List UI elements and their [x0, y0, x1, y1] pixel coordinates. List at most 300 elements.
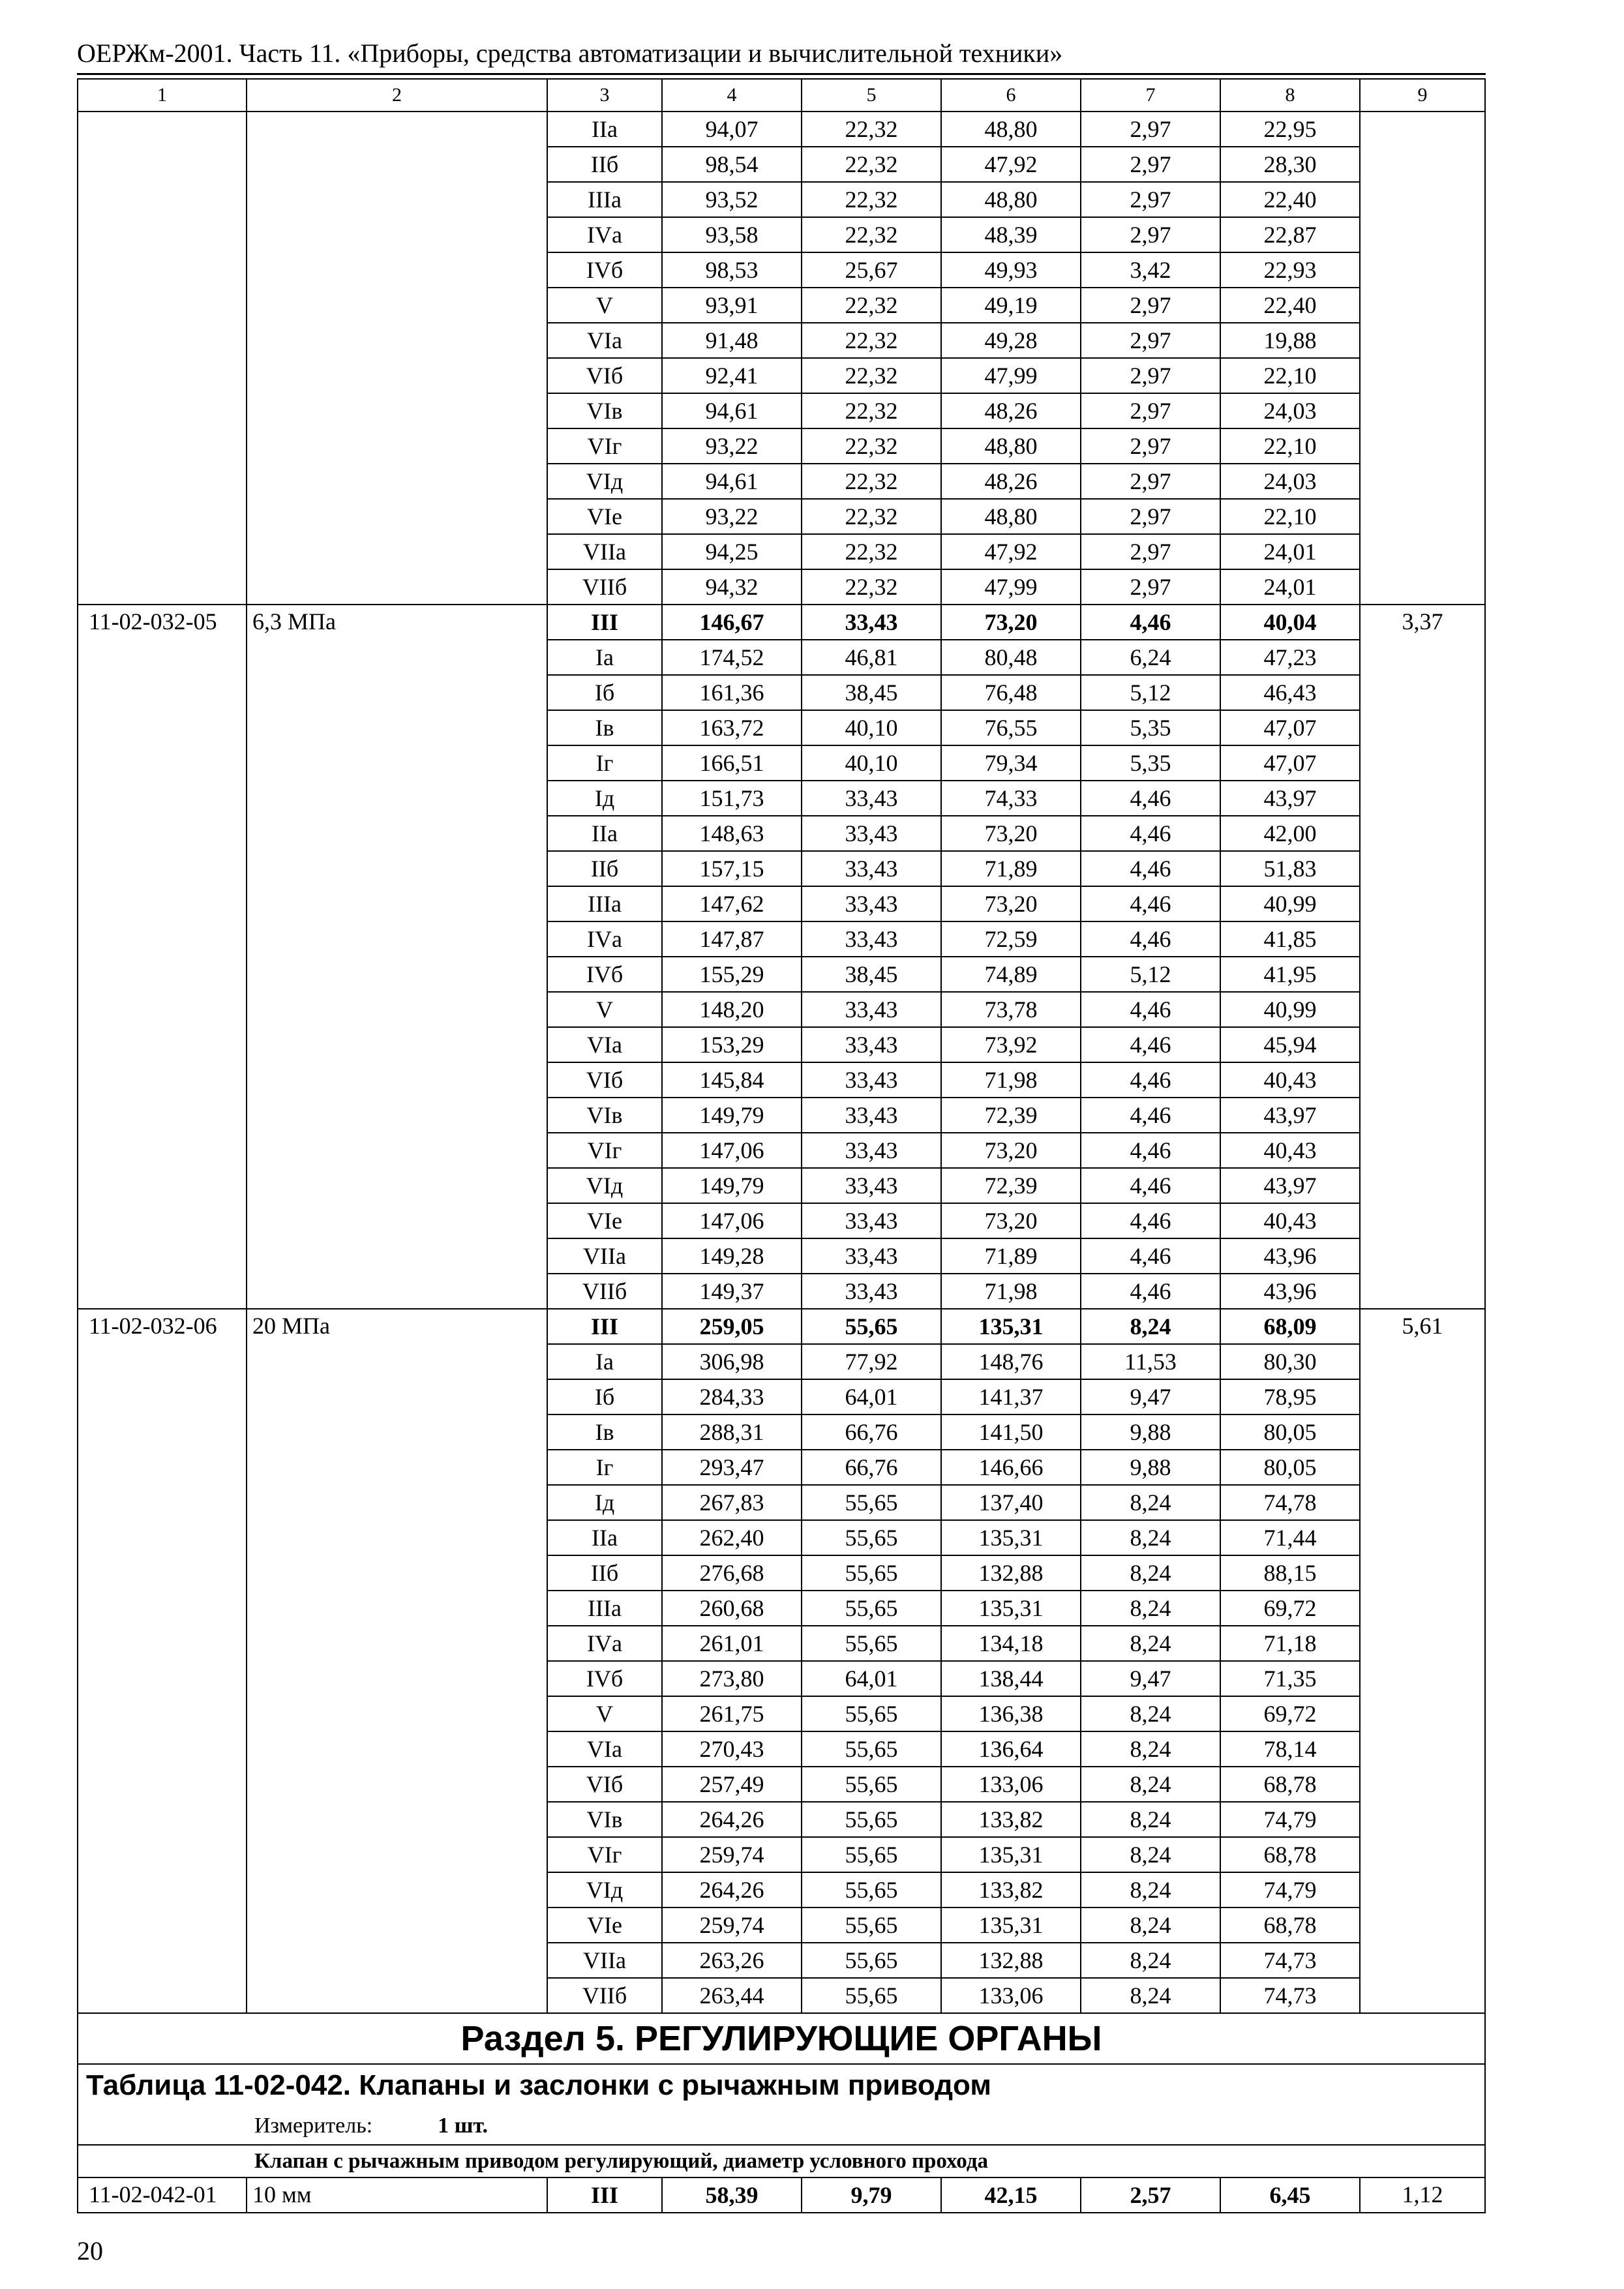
value-cell: 22,32	[802, 112, 941, 147]
column-number: 8	[1220, 79, 1360, 112]
value-cell: 22,40	[1220, 182, 1360, 217]
zone-cell: VIе	[547, 499, 662, 534]
value-cell: 148,63	[662, 816, 802, 851]
value-cell: 76,55	[941, 710, 1081, 745]
value-cell: 5,12	[1081, 957, 1220, 992]
value-cell: 33,43	[802, 605, 941, 640]
column-number: 3	[547, 79, 662, 112]
value-cell: 40,43	[1220, 1133, 1360, 1168]
value-cell: 80,05	[1220, 1450, 1360, 1485]
value-cell: 55,65	[802, 1731, 941, 1767]
value-cell: 98,54	[662, 147, 802, 182]
value-cell: 41,95	[1220, 957, 1360, 992]
value-cell: 22,10	[1220, 358, 1360, 393]
value-cell: 4,46	[1081, 1133, 1220, 1168]
value-cell: 74,78	[1220, 1485, 1360, 1520]
zone-cell: V	[547, 1696, 662, 1731]
value-cell: 22,32	[802, 569, 941, 605]
value-cell: 8,24	[1081, 1309, 1220, 1344]
value-cell: 43,97	[1220, 1168, 1360, 1203]
value-cell: 141,37	[941, 1379, 1081, 1414]
zone-cell: Iа	[547, 1344, 662, 1379]
zone-cell: VIIб	[547, 1274, 662, 1309]
value-cell: 93,22	[662, 499, 802, 534]
zone-cell: Iд	[547, 1485, 662, 1520]
value-cell: 49,28	[941, 323, 1081, 358]
value-cell: 33,43	[802, 851, 941, 886]
value-cell: 33,43	[802, 886, 941, 921]
subheading-row	[78, 2145, 1485, 2177]
value-cell: 55,65	[802, 1802, 941, 1837]
value-cell: 5,12	[1081, 675, 1220, 710]
value-cell: 270,43	[662, 1731, 802, 1767]
value-cell: 80,30	[1220, 1344, 1360, 1379]
value-cell: 68,78	[1220, 1908, 1360, 1943]
value-cell: 69,72	[1220, 1591, 1360, 1626]
zone-cell: IIIа	[547, 886, 662, 921]
value-cell: 4,46	[1081, 1062, 1220, 1098]
code-cell: 11-02-032-06	[78, 1309, 247, 2013]
column-number: 9	[1360, 79, 1485, 112]
zone-cell: VIа	[547, 323, 662, 358]
value-cell: 135,31	[941, 1591, 1081, 1626]
value-cell: 73,20	[941, 816, 1081, 851]
zone-cell: III	[547, 605, 662, 640]
zone-cell: VIб	[547, 1062, 662, 1098]
value-cell: 22,32	[802, 147, 941, 182]
value-cell: 284,33	[662, 1379, 802, 1414]
value-cell: 94,32	[662, 569, 802, 605]
column-number-row	[78, 79, 1485, 112]
column-number: 5	[802, 79, 941, 112]
value-cell: 5,35	[1081, 745, 1220, 781]
value-cell: 33,43	[802, 1168, 941, 1203]
value-cell: 133,06	[941, 1767, 1081, 1802]
value-cell: 47,92	[941, 147, 1081, 182]
value-cell: 69,72	[1220, 1696, 1360, 1731]
value-cell: 261,75	[662, 1696, 802, 1731]
value-cell: 47,07	[1220, 745, 1360, 781]
value-cell: 68,09	[1220, 1309, 1360, 1344]
value-cell: 146,67	[662, 605, 802, 640]
zone-cell: VIIб	[547, 1978, 662, 2013]
value-cell: 264,26	[662, 1872, 802, 1908]
value-cell: 2,97	[1081, 288, 1220, 323]
zone-cell: VIIа	[547, 1943, 662, 1978]
unit-label: Измеритель:	[254, 2114, 373, 2138]
value-cell: 98,53	[662, 252, 802, 288]
value-cell: 137,40	[941, 1485, 1081, 1520]
value-cell: 151,73	[662, 781, 802, 816]
value-cell: 306,98	[662, 1344, 802, 1379]
value-cell: 33,43	[802, 1133, 941, 1168]
value-cell: 71,44	[1220, 1520, 1360, 1555]
value-cell: 71,89	[941, 1238, 1081, 1274]
value-cell: 41,85	[1220, 921, 1360, 957]
value-cell: 42,00	[1220, 816, 1360, 851]
zone-cell: Iв	[547, 1414, 662, 1450]
value-cell: 33,43	[802, 1098, 941, 1133]
value-cell: 147,62	[662, 886, 802, 921]
value-cell: 42,15	[941, 2177, 1081, 2213]
zone-cell: IVб	[547, 252, 662, 288]
zone-cell: Iа	[547, 640, 662, 675]
value-cell: 40,10	[802, 745, 941, 781]
value-cell: 148,76	[941, 1344, 1081, 1379]
value-cell: 68,78	[1220, 1837, 1360, 1872]
value-cell: 259,05	[662, 1309, 802, 1344]
value-cell: 263,26	[662, 1943, 802, 1978]
name-cell	[247, 112, 547, 605]
value-cell: 260,68	[662, 1591, 802, 1626]
value-cell: 132,88	[941, 1943, 1081, 1978]
value-cell: 40,43	[1220, 1062, 1360, 1098]
zone-cell: VIд	[547, 1872, 662, 1908]
value-cell: 74,79	[1220, 1872, 1360, 1908]
value-cell: 93,91	[662, 288, 802, 323]
header-rule	[77, 73, 1486, 75]
value-cell: 43,96	[1220, 1238, 1360, 1274]
value-cell: 153,29	[662, 1027, 802, 1062]
zone-cell: IVб	[547, 1661, 662, 1696]
value-cell: 47,92	[941, 534, 1081, 569]
value-cell: 79,34	[941, 745, 1081, 781]
zone-cell: IVа	[547, 921, 662, 957]
code-cell: 11-02-032-05	[78, 605, 247, 1309]
value-cell: 2,97	[1081, 569, 1220, 605]
value-cell: 77,92	[802, 1344, 941, 1379]
value-cell: 4,46	[1081, 1168, 1220, 1203]
zone-cell: VIб	[547, 358, 662, 393]
value-cell: 55,65	[802, 1626, 941, 1661]
value-cell: 47,99	[941, 569, 1081, 605]
value-cell: 22,32	[802, 288, 941, 323]
value-cell: 8,24	[1081, 1696, 1220, 1731]
value-cell: 157,15	[662, 851, 802, 886]
value-cell: 2,97	[1081, 464, 1220, 499]
unit-row	[78, 2106, 1485, 2145]
zone-cell: VIIб	[547, 569, 662, 605]
zone-cell: IIа	[547, 112, 662, 147]
value-cell: 2,97	[1081, 112, 1220, 147]
value-cell: 2,97	[1081, 358, 1220, 393]
value-cell: 74,79	[1220, 1802, 1360, 1837]
value-cell: 132,88	[941, 1555, 1081, 1591]
value-cell: 8,24	[1081, 1520, 1220, 1555]
value-cell: 47,23	[1220, 640, 1360, 675]
value-cell: 55,65	[802, 1309, 941, 1344]
value-cell: 64,01	[802, 1661, 941, 1696]
value-cell: 48,80	[941, 182, 1081, 217]
value-cell: 263,44	[662, 1978, 802, 2013]
value-cell: 71,35	[1220, 1661, 1360, 1696]
value-cell: 6,24	[1081, 640, 1220, 675]
value-cell: 149,79	[662, 1168, 802, 1203]
column-number: 2	[247, 79, 547, 112]
zone-cell: V	[547, 992, 662, 1027]
value-cell: 33,43	[802, 992, 941, 1027]
value-cell: 8,24	[1081, 1978, 1220, 2013]
value-cell: 9,79	[802, 2177, 941, 2213]
value-cell: 55,65	[802, 1555, 941, 1591]
zone-cell: Iд	[547, 781, 662, 816]
value-cell: 22,32	[802, 464, 941, 499]
zone-cell: IIб	[547, 147, 662, 182]
value-cell: 40,43	[1220, 1203, 1360, 1238]
name-cell: 20 МПа	[247, 1309, 547, 2013]
value-cell: 49,93	[941, 252, 1081, 288]
value-cell: 47,07	[1220, 710, 1360, 745]
zone-cell: VIIа	[547, 534, 662, 569]
table-row	[78, 1309, 1485, 1344]
zone-cell: IIб	[547, 1555, 662, 1591]
zone-cell: VIв	[547, 1802, 662, 1837]
value-cell: 147,06	[662, 1203, 802, 1238]
value-cell: 11,53	[1081, 1344, 1220, 1379]
value-cell: 163,72	[662, 710, 802, 745]
value-cell: 22,32	[802, 428, 941, 464]
value-cell: 40,10	[802, 710, 941, 745]
value-cell: 40,99	[1220, 886, 1360, 921]
value-cell: 293,47	[662, 1450, 802, 1485]
value-cell: 161,36	[662, 675, 802, 710]
value-cell: 71,98	[941, 1274, 1081, 1309]
value-cell: 149,79	[662, 1098, 802, 1133]
value-cell: 33,43	[802, 1274, 941, 1309]
value-cell: 138,44	[941, 1661, 1081, 1696]
value-cell: 22,32	[802, 393, 941, 428]
value-cell: 276,68	[662, 1555, 802, 1591]
value-cell: 92,41	[662, 358, 802, 393]
value-cell: 38,45	[802, 675, 941, 710]
value-cell: 93,58	[662, 217, 802, 252]
value-cell: 8,24	[1081, 1802, 1220, 1837]
col9-cell: 5,61	[1360, 1309, 1485, 2013]
value-cell: 22,32	[802, 182, 941, 217]
value-cell: 80,05	[1220, 1414, 1360, 1450]
value-cell: 149,28	[662, 1238, 802, 1274]
value-cell: 66,76	[802, 1450, 941, 1485]
value-cell: 2,97	[1081, 217, 1220, 252]
zone-cell: VIе	[547, 1203, 662, 1238]
value-cell: 55,65	[802, 1908, 941, 1943]
value-cell: 4,46	[1081, 1238, 1220, 1274]
zone-cell: Iг	[547, 745, 662, 781]
price-table	[77, 78, 1486, 2213]
value-cell: 155,29	[662, 957, 802, 992]
value-cell: 22,93	[1220, 252, 1360, 288]
col9-cell: 3,37	[1360, 605, 1485, 1309]
value-cell: 94,61	[662, 393, 802, 428]
value-cell: 47,99	[941, 358, 1081, 393]
value-cell: 74,33	[941, 781, 1081, 816]
value-cell: 66,76	[802, 1414, 941, 1450]
value-cell: 8,24	[1081, 1731, 1220, 1767]
value-cell: 9,88	[1081, 1450, 1220, 1485]
value-cell: 71,18	[1220, 1626, 1360, 1661]
value-cell: 71,89	[941, 851, 1081, 886]
value-cell: 2,97	[1081, 393, 1220, 428]
value-cell: 2,97	[1081, 147, 1220, 182]
code-cell: 11-02-042-01	[78, 2177, 247, 2213]
value-cell: 73,92	[941, 1027, 1081, 1062]
value-cell: 45,94	[1220, 1027, 1360, 1062]
value-cell: 58,39	[662, 2177, 802, 2213]
zone-cell: Iб	[547, 1379, 662, 1414]
value-cell: 133,06	[941, 1978, 1081, 2013]
value-cell: 43,96	[1220, 1274, 1360, 1309]
zone-cell: VIб	[547, 1767, 662, 1802]
column-number: 4	[662, 79, 802, 112]
value-cell: 134,18	[941, 1626, 1081, 1661]
value-cell: 8,24	[1081, 1837, 1220, 1872]
value-cell: 146,66	[941, 1450, 1081, 1485]
value-cell: 33,43	[802, 1238, 941, 1274]
zone-cell: VIе	[547, 1908, 662, 1943]
value-cell: 6,45	[1220, 2177, 1360, 2213]
value-cell: 4,46	[1081, 1274, 1220, 1309]
value-cell: 55,65	[802, 1520, 941, 1555]
value-cell: 88,15	[1220, 1555, 1360, 1591]
zone-cell: VIIа	[547, 1238, 662, 1274]
zone-cell: IVа	[547, 217, 662, 252]
value-cell: 141,50	[941, 1414, 1081, 1450]
value-cell: 8,24	[1081, 1872, 1220, 1908]
value-cell: 133,82	[941, 1802, 1081, 1837]
value-cell: 76,48	[941, 675, 1081, 710]
value-cell: 149,37	[662, 1274, 802, 1309]
value-cell: 55,65	[802, 1872, 941, 1908]
zone-cell: V	[547, 288, 662, 323]
value-cell: 148,20	[662, 992, 802, 1027]
value-cell: 73,78	[941, 992, 1081, 1027]
value-cell: 22,95	[1220, 112, 1360, 147]
value-cell: 2,97	[1081, 323, 1220, 358]
value-cell: 2,97	[1081, 499, 1220, 534]
page-header: ОЕРЖм-2001. Часть 11. «Приборы, средства автоматизации и вычислительной техники»	[77, 38, 1063, 68]
value-cell: 4,46	[1081, 921, 1220, 957]
value-cell: 4,46	[1081, 1098, 1220, 1133]
zone-cell: Iг	[547, 1450, 662, 1485]
name-cell: 10 мм	[247, 2177, 547, 2213]
value-cell: 135,31	[941, 1837, 1081, 1872]
value-cell: 4,46	[1081, 1027, 1220, 1062]
price-table-body	[78, 79, 1485, 2213]
value-cell: 55,65	[802, 1591, 941, 1626]
value-cell: 4,46	[1081, 992, 1220, 1027]
name-cell: 6,3 МПа	[247, 605, 547, 1309]
value-cell: 22,32	[802, 534, 941, 569]
value-cell: 55,65	[802, 1767, 941, 1802]
value-cell: 22,40	[1220, 288, 1360, 323]
value-cell: 73,20	[941, 605, 1081, 640]
value-cell: 4,46	[1081, 816, 1220, 851]
value-cell: 4,46	[1081, 886, 1220, 921]
value-cell: 22,32	[802, 217, 941, 252]
value-cell: 135,31	[941, 1520, 1081, 1555]
value-cell: 257,49	[662, 1767, 802, 1802]
value-cell: 78,14	[1220, 1731, 1360, 1767]
value-cell: 25,67	[802, 252, 941, 288]
value-cell: 33,43	[802, 816, 941, 851]
value-cell: 4,46	[1081, 851, 1220, 886]
value-cell: 40,99	[1220, 992, 1360, 1027]
value-cell: 38,45	[802, 957, 941, 992]
value-cell: 22,87	[1220, 217, 1360, 252]
value-cell: 2,97	[1081, 534, 1220, 569]
value-cell: 40,04	[1220, 605, 1360, 640]
value-cell: 94,25	[662, 534, 802, 569]
section-title: Раздел 5. РЕГУЛИРУЮЩИЕ ОРГАНЫ	[78, 2013, 1485, 2064]
value-cell: 19,88	[1220, 323, 1360, 358]
value-cell: 166,51	[662, 745, 802, 781]
section-title-row	[78, 2013, 1485, 2064]
value-cell: 55,65	[802, 1837, 941, 1872]
value-cell: 259,74	[662, 1908, 802, 1943]
value-cell: 8,24	[1081, 1591, 1220, 1626]
col9-cell: 1,12	[1360, 2177, 1485, 2213]
zone-cell: VIа	[547, 1731, 662, 1767]
value-cell: 73,20	[941, 1203, 1081, 1238]
value-cell: 46,43	[1220, 675, 1360, 710]
value-cell: 74,73	[1220, 1943, 1360, 1978]
table-row	[78, 112, 1485, 147]
value-cell: 2,57	[1081, 2177, 1220, 2213]
value-cell: 259,74	[662, 1837, 802, 1872]
table-row	[78, 2177, 1485, 2213]
value-cell: 78,95	[1220, 1379, 1360, 1414]
value-cell: 55,65	[802, 1696, 941, 1731]
zone-cell: VIд	[547, 1168, 662, 1203]
value-cell: 273,80	[662, 1661, 802, 1696]
value-cell: 94,07	[662, 112, 802, 147]
value-cell: 46,81	[802, 640, 941, 675]
column-number: 6	[941, 79, 1081, 112]
value-cell: 64,01	[802, 1379, 941, 1414]
value-cell: 9,88	[1081, 1414, 1220, 1450]
value-cell: 24,01	[1220, 534, 1360, 569]
value-cell: 33,43	[802, 1027, 941, 1062]
zone-cell: VIа	[547, 1027, 662, 1062]
zone-cell: IVа	[547, 1626, 662, 1661]
zone-cell: VIг	[547, 428, 662, 464]
value-cell: 8,24	[1081, 1555, 1220, 1591]
value-cell: 74,89	[941, 957, 1081, 992]
value-cell: 22,10	[1220, 499, 1360, 534]
page-number: 20	[77, 2236, 103, 2266]
value-cell: 55,65	[802, 1978, 941, 2013]
subheading: Клапан с рычажным приводом регулирующий, диаметр условного прохода	[78, 2145, 1485, 2177]
value-cell: 264,26	[662, 1802, 802, 1837]
value-cell: 48,80	[941, 112, 1081, 147]
value-cell: 74,73	[1220, 1978, 1360, 2013]
zone-cell: IIа	[547, 1520, 662, 1555]
value-cell: 94,61	[662, 464, 802, 499]
value-cell: 33,43	[802, 921, 941, 957]
zone-cell: VIв	[547, 393, 662, 428]
value-cell: 22,32	[802, 358, 941, 393]
value-cell: 8,24	[1081, 1943, 1220, 1978]
value-cell: 48,80	[941, 428, 1081, 464]
zone-cell: VIд	[547, 464, 662, 499]
value-cell: 22,32	[802, 323, 941, 358]
value-cell: 24,03	[1220, 393, 1360, 428]
unit-cell	[78, 2106, 1485, 2145]
value-cell: 288,31	[662, 1414, 802, 1450]
value-cell: 93,52	[662, 182, 802, 217]
value-cell: 51,83	[1220, 851, 1360, 886]
value-cell: 48,80	[941, 499, 1081, 534]
